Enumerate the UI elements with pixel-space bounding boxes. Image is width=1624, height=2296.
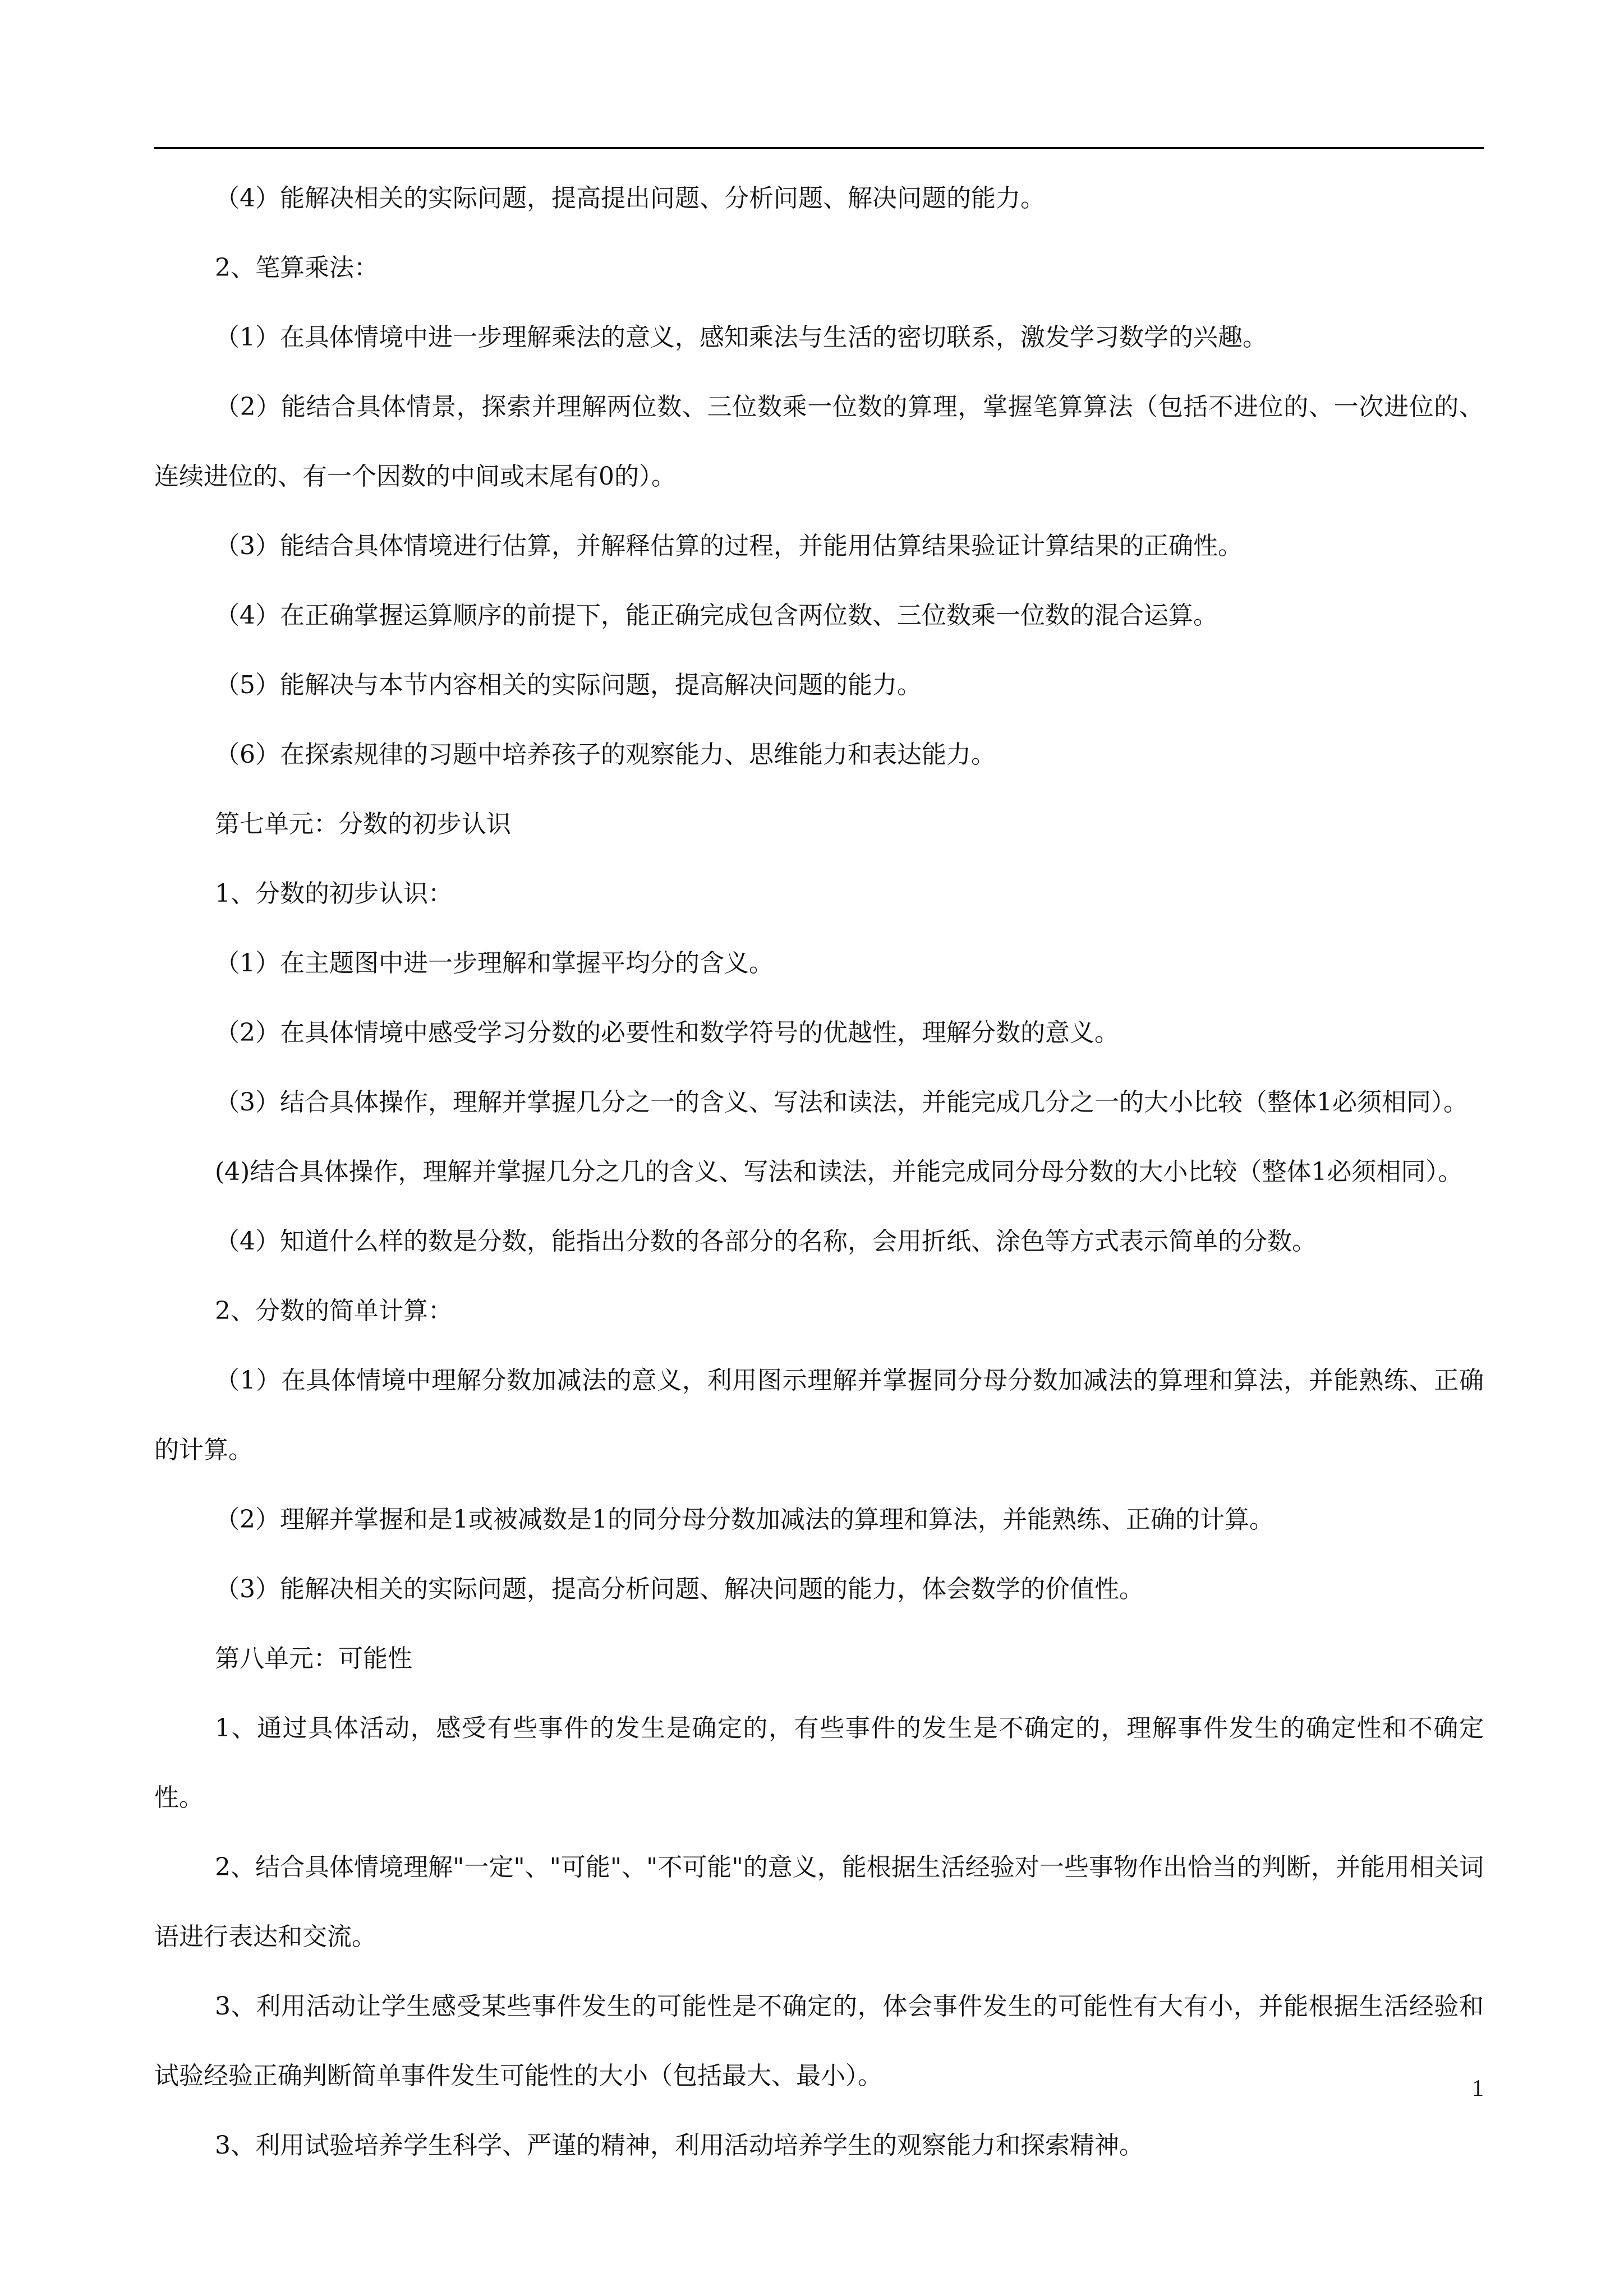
paragraph: （3）结合具体操作，理解并掌握几分之一的含义、写法和读法，并能完成几分之一的大小比较（整体1必须相同）。 xyxy=(215,1088,1468,1117)
paragraph: （4）知道什么样的数是分数，能指出分数的各部分的名称，会用折纸、涂色等方式表示简单的分数。 xyxy=(215,1227,1317,1256)
paragraph: （2）在具体情境中感受学习分数的必要性和数学符号的优越性，理解分数的意义。 xyxy=(215,1018,1119,1047)
page-number: 1 xyxy=(1472,2076,1484,2101)
paragraph: 1、通过具体活动，感受有些事件的发生是确定的，有些事件的发生是不确定的，理解事件发生的确定性和不确定性。 xyxy=(154,1714,1484,1812)
paragraph: (4)结合具体操作，理解并掌握几分之几的含义、写法和读法，并能完成同分母分数的大小比较（整体1必须相同）。 xyxy=(215,1158,1463,1186)
paragraph: （1）在具体情境中进一步理解乘法的意义，感知乘法与生活的密切联系，激发学习数学的兴趣。 xyxy=(215,323,1267,352)
paragraph: （2）理解并掌握和是1或被减数是1的同分母分数加减法的算理和算法，并能熟练、正确的计算。 xyxy=(215,1505,1274,1534)
paragraph: （1）在具体情境中理解分数加减法的意义，利用图示理解并掌握同分母分数加减法的算理和算法，并能熟练、正确的计算。 xyxy=(154,1366,1484,1464)
paragraph: （3）能结合具体情境进行估算，并解释估算的过程，并能用估算结果验证计算结果的正确性。 xyxy=(215,532,1243,560)
paragraph: （2）能结合具体情景，探索并理解两位数、三位数乘一位数的算理，掌握笔算算法（包括不进位的、一次进位的、连续进位的、有一个因数的中间或末尾有0的）。 xyxy=(154,393,1484,491)
paragraph: 2、结合具体情境理解"一定"、"可能"、"不可能"的意义，能根据生活经验对一些事物作出恰当的判断，并能用相关词语进行表达和交流。 xyxy=(154,1853,1484,1951)
paragraph: 3、利用试验培养学生科学、严谨的精神，利用活动培养学生的观察能力和探索精神。 xyxy=(215,2131,1144,2160)
document-body xyxy=(154,164,1484,2180)
header-rule xyxy=(154,147,1484,149)
paragraph: （6）在探索规律的习题中培养孩子的观察能力、思维能力和表达能力。 xyxy=(215,740,996,769)
section-heading: 2、分数的简单计算： xyxy=(215,1297,453,1325)
paragraph: （3）能解决相关的实际问题，提高分析问题、解决问题的能力，体会数学的价值性。 xyxy=(215,1575,1144,1603)
paragraph: （1）在主题图中进一步理解和掌握平均分的含义。 xyxy=(215,949,774,978)
section-heading: 2、笔算乘法： xyxy=(215,253,379,282)
paragraph: （5）能解决与本节内容相关的实际问题，提高解决问题的能力。 xyxy=(215,671,922,699)
unit-heading: 第八单元：可能性 xyxy=(215,1644,412,1673)
section-heading: 1、分数的初步认识： xyxy=(215,879,453,908)
unit-heading: 第七单元：分数的初步认识 xyxy=(215,810,511,838)
paragraph: （4）能解决相关的实际问题，提高提出问题、分析问题、解决问题的能力。 xyxy=(215,184,1045,213)
paragraph: 3、利用活动让学生感受某些事件发生的可能性是不确定的，体会事件发生的可能性有大有小，并能根据生活经验和试验经验正确判断简单事件发生可能性的大小（包括最大、最小）。 xyxy=(154,1992,1484,2090)
paragraph: （4）在正确掌握运算顺序的前提下，能正确完成包含两位数、三位数乘一位数的混合运算。 xyxy=(215,601,1218,630)
